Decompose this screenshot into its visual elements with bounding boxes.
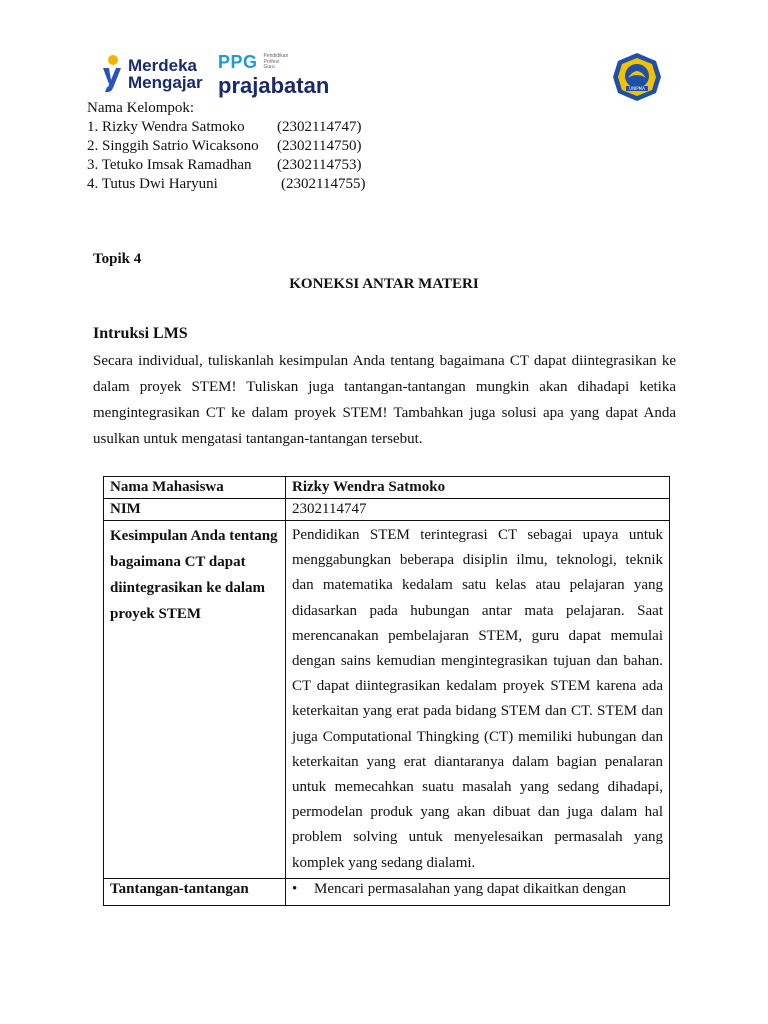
merdeka-line1: Merdeka [128,56,197,75]
bullet-text: Mencari permasalahan yang dapat dikaitkan dengan [314,880,626,897]
seal-text: UNIPMA [629,86,645,91]
instruction-heading: Intruksi LMS [93,325,188,342]
table-value: Pendidikan STEM terintegrasi CT sebagai upaya untuk menggabungkan beberapa disiplin ilmu, teknologi, teknik dan matematika kedalam satu kelas atau pelajaran yang didasarkan pada hubungan antar mata pelajaran. Saat merencanakan pembelajaran STEM, guru dapat memulai dengan sains kemudian mengintegrasikan tujuan dan bahan. CT dapat diintegrasikan kedalam proyek STEM karena ada keterkaitan yang erat pada bidang STEM dan CT. STEM dan juga Computational Thingking (CT) memiliki hubungan dan keterkaitan yang erat diantaranya dalam bagian penalaran untuk memecahkan suatu masalah yang sedang dihadapi, permodelan produk yang akan dibuat dan juga dalam hal problem solving untuk menyelesaikan permasalah yang komplek yang sedang dialami. [286,521,670,879]
table-label: Tantangan-tantangan [104,878,286,905]
table-label: Kesimpulan Anda tentang bagaimana CT dapat diintegrasikan ke dalam proyek STEM [104,521,286,879]
instruction-body: Secara individual, tuliskanlah kesimpulan Anda tentang bagaimana CT dapat diintegrasikan ke dalam proyek STEM! Tuliskan juga tantangan-tantangan mungkin akan dihadapi ketika mengintegrasikan CT ke dalam proyek STEM! Tambahkan juga solusi apa yang dapat Anda usulkan untuk mengatasi tantangan-tantangan tersebut. [93,353,676,447]
group-label: Nama Kelompok: [87,100,195,116]
member-nim: (2302114747) [277,119,362,135]
table-value: 2302114747 [286,499,670,521]
student-table [103,476,670,906]
member-nim: (2302114755) [281,176,366,192]
merdeka-mengajar-wordmark [128,57,203,91]
header-logos [100,52,680,102]
table-label: Nama Mahasiswa [104,477,286,499]
merdeka-mengajar-logo-icon [100,54,122,94]
member-row [87,118,365,137]
member-row [87,156,365,175]
table-row [104,521,670,879]
bullet-item [292,881,663,898]
table-label: NIM [104,499,286,521]
table-value: Rizky Wendra Satmoko [286,477,670,499]
group-members [87,99,365,194]
ppg-subtitle [264,54,294,71]
ppg-abbr: PPG [218,52,258,72]
ppg-sub-1: Pendidikan [263,53,289,59]
member-nim: (2302114750) [277,138,362,154]
university-seal-icon [612,52,662,102]
member-name: 2. Singgih Satrio Wicaksono [87,138,259,154]
ppg-prajabatan-logo [218,52,329,98]
page-title: KONEKSI ANTAR MATERI [289,276,479,292]
table-row [104,499,670,521]
member-nim: (2302114753) [277,157,362,173]
member-row [87,137,365,156]
table-row [104,878,670,905]
table-row [104,477,670,499]
topic-label: Topik 4 [93,251,142,267]
bullet-dot-icon: • [292,880,298,897]
ppg-sub-3: Guru [263,64,275,70]
merdeka-line2: Mengajar [128,73,203,92]
member-name: 3. Tetuko Imsak Ramadhan [87,157,252,173]
member-name: 4. Tutus Dwi Haryuni [87,176,218,192]
merdeka-mengajar-logo [100,54,203,94]
member-name: 1. Rizky Wendra Satmoko [87,119,245,135]
table-value [286,878,670,905]
ppg-sub-2: Profesi [263,58,280,65]
member-row [87,175,365,194]
ppg-word: prajabatan [218,73,330,98]
